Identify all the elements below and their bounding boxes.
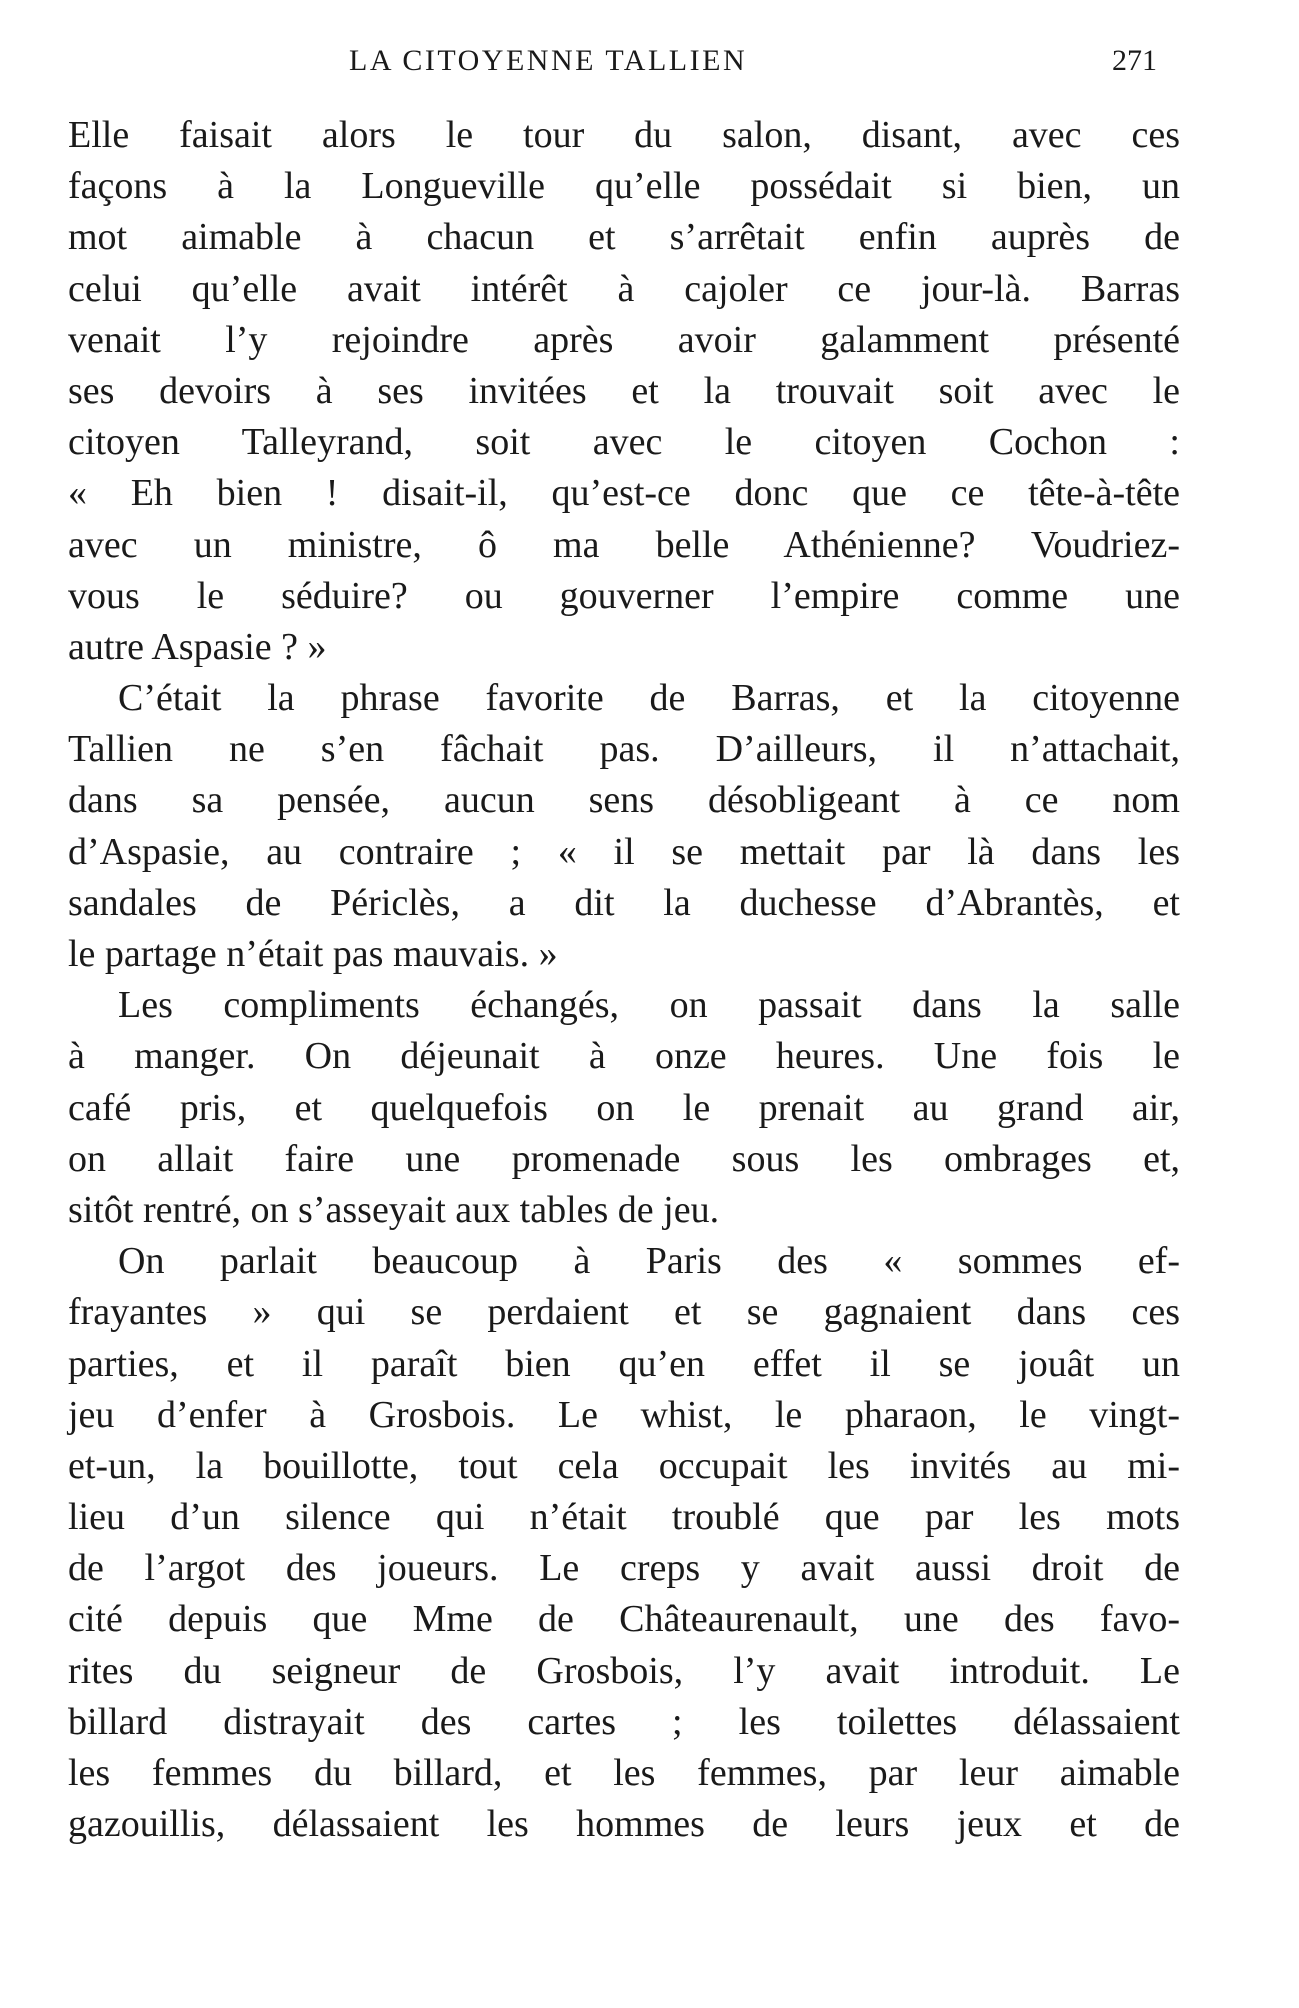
text-line: les femmes du billard, et les femmes, par leur aimable (68, 1752, 1180, 1794)
text-line: venait l’y rejoindre après avoir galamment présenté (68, 318, 1180, 361)
text-line: jeu d’enfer à Grosbois. Le whist, le pharaon, le vingt- (68, 1393, 1180, 1436)
text-line: rites du seigneur de Grosbois, l’y avait introduit. Le (68, 1649, 1180, 1692)
text-line: sitôt rentré, on s’asseyait aux tables de jeu. (68, 1188, 720, 1231)
text-line: On parlait beaucoup à Paris des « sommes ef- (118, 1240, 1180, 1283)
text-line: citoyen Talleyrand, soit avec le citoyen Cochon : (68, 421, 1180, 464)
text-line: Elle faisait alors le tour du salon, disant, avec ces (68, 114, 1180, 156)
text-line: gazouillis, délassaient les hommes de leurs jeux et de (68, 1803, 1180, 1846)
text-line: à manger. On déjeunait à onze heures. Une fois le (68, 1035, 1180, 1078)
body-text (68, 110, 1180, 1850)
text-line: et-un, la bouillotte, tout cela occupait les invités au mi- (68, 1444, 1180, 1487)
running-title: LA CITOYENNE TALLIEN (349, 44, 748, 77)
text-line: le partage n’était pas mauvais. » (68, 933, 558, 975)
text-line: on allait faire une promenade sous les ombrages et, (68, 1137, 1180, 1180)
text-line: avec un ministre, ô ma belle Athénienne? Voudriez- (68, 523, 1180, 566)
text-line: « Eh bien ! disait-il, qu’est-ce donc que ce tête-à-tête (68, 472, 1180, 515)
text-line: frayantes » qui se perdaient et se gagnaient dans ces (68, 1291, 1180, 1334)
page-number: 271 (1112, 44, 1157, 77)
text-line: celui qu’elle avait intérêt à cajoler ce jour-là. Barras (68, 267, 1180, 310)
page-header (0, 44, 1299, 88)
text-line: mot aimable à chacun et s’arrêtait enfin auprès de (68, 216, 1180, 259)
text-line: dans sa pensée, aucun sens désobligeant à ce nom (68, 779, 1180, 822)
text-line: café pris, et quelquefois on le prenait au grand air, (68, 1086, 1180, 1129)
text-line: lieu d’un silence qui n’était troublé que par les mots (68, 1496, 1180, 1539)
text-line: C’était la phrase favorite de Barras, et la citoyenne (118, 677, 1180, 720)
text-line: billard distrayait des cartes ; les toilettes délassaient (68, 1700, 1180, 1743)
text-line: vous le séduire? ou gouverner l’empire comme une (68, 574, 1180, 617)
text-line: autre Aspasie ? » (68, 625, 327, 668)
text-line: sandales de Périclès, a dit la duchesse d’Abrantès, et (68, 881, 1180, 924)
text-line: d’Aspasie, au contraire ; « il se mettait par là dans les (68, 830, 1180, 873)
text-line: parties, et il paraît bien qu’en effet il se jouât un (68, 1342, 1180, 1385)
text-line: Les compliments échangés, on passait dans la salle (118, 984, 1180, 1027)
text-line: ses devoirs à ses invitées et la trouvait soit avec le (68, 369, 1180, 412)
text-line: Tallien ne s’en fâchait pas. D’ailleurs, il n’attachait, (68, 728, 1180, 771)
text-line: façons à la Longueville qu’elle possédait si bien, un (68, 165, 1180, 208)
text-line: de l’argot des joueurs. Le creps y avait aussi droit de (68, 1547, 1180, 1590)
text-line: cité depuis que Mme de Châteaurenault, une des favo- (68, 1598, 1180, 1641)
